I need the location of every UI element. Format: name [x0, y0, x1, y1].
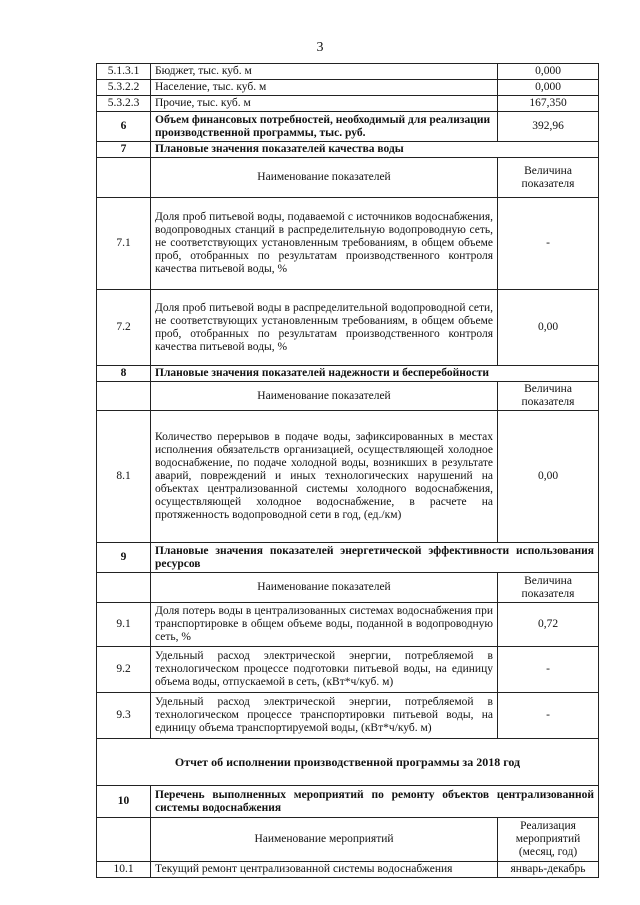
row-number: 9.2 — [97, 647, 151, 693]
column-header-value: Величина показателя — [498, 382, 599, 411]
section-number: 7 — [97, 142, 151, 158]
column-header-name: Наименование показателей — [151, 382, 498, 411]
section-header-row — [97, 786, 599, 818]
table-row — [97, 647, 599, 693]
row-number: 7.2 — [97, 290, 151, 366]
row-value: 167,350 — [498, 96, 599, 112]
table-row — [97, 96, 599, 112]
row-value: - — [498, 647, 599, 693]
section-header-row — [97, 543, 599, 573]
report-title: Отчет об исполнении производственной программы за 2018 год — [97, 739, 599, 786]
column-header-row — [97, 158, 599, 198]
row-value: - — [498, 693, 599, 739]
column-header-value: Величина показателя — [498, 573, 599, 603]
row-value: 0,72 — [498, 603, 599, 647]
section-header-row — [97, 142, 599, 158]
table-row — [97, 198, 599, 290]
empty-cell — [97, 158, 151, 198]
row-number: 5.3.2.2 — [97, 80, 151, 96]
section-title: Перечень выполненных мероприятий по ремонту объектов централизованной системы водоснабжения — [151, 786, 599, 818]
row-value: январь-декабрь — [498, 862, 599, 878]
row-number: 9.3 — [97, 693, 151, 739]
row-name: Доля потерь воды в централизованных системах водоснабжения при транспортировке в общем объеме воды, поданной в водопроводную сеть, % — [151, 603, 498, 647]
row-value: 392,96 — [498, 112, 599, 142]
table-row — [97, 80, 599, 96]
row-name: Количество перерывов в подаче воды, зафиксированных в местах исполнения обязательств организацией, осуществляющей холодное водоснабжение, по подаче холодной воды, возникших в результате аварий, повреждений и иных технологических нарушений на объектах централизованной системы холодного водоснабжения, осуществляющей холодное водоснабжение, в расчете на протяженность водопроводной сети в год, (ед./км) — [151, 411, 498, 543]
column-header-row — [97, 382, 599, 411]
section-number: 8 — [97, 366, 151, 382]
row-number: 6 — [97, 112, 151, 142]
row-name: Прочие, тыс. куб. м — [151, 96, 498, 112]
row-name: Текущий ремонт централизованной системы водоснабжения — [151, 862, 498, 878]
column-header-row — [97, 573, 599, 603]
row-number: 8.1 — [97, 411, 151, 543]
section-title: Плановые значения показателей качества воды — [151, 142, 599, 158]
section-title: Плановые значения показателей надежности и бесперебойности — [151, 366, 599, 382]
table-row — [97, 603, 599, 647]
row-name: Население, тыс. куб. м — [151, 80, 498, 96]
table-row — [97, 411, 599, 543]
column-header-name: Наименование показателей — [151, 573, 498, 603]
row-value: 0,00 — [498, 290, 599, 366]
row-name: Доля проб питьевой воды в распределительной водопроводной сети, не соответствующих установленным требованиям, в общем объеме проб, отобранных по результатам производственного контроля качества питьевой воды, % — [151, 290, 498, 366]
column-header-row — [97, 818, 599, 862]
row-name: Удельный расход электрической энергии, потребляемой в технологическом процессе подготовки питьевой воды, на единицу объема воды, отпускаемой в сеть, (кВт*ч/куб. м) — [151, 647, 498, 693]
row-number: 7.1 — [97, 198, 151, 290]
row-number: 9.1 — [97, 603, 151, 647]
row-value: 0,00 — [498, 411, 599, 543]
column-header-name: Наименование показателей — [151, 158, 498, 198]
page-number: 3 — [316, 40, 324, 55]
row-value: - — [498, 198, 599, 290]
section-number: 9 — [97, 543, 151, 573]
row-number: 5.1.3.1 — [97, 64, 151, 80]
row-number: 5.3.2.3 — [97, 96, 151, 112]
empty-cell — [97, 573, 151, 603]
row-name: Бюджет, тыс. куб. м — [151, 64, 498, 80]
section-header-row — [97, 366, 599, 382]
table-row — [97, 693, 599, 739]
table-row — [97, 862, 599, 878]
column-header-name: Наименование мероприятий — [151, 818, 498, 862]
row-value: 0,000 — [498, 80, 599, 96]
column-header-value: Реализация мероприятий (месяц, год) — [498, 818, 599, 862]
row-value: 0,000 — [498, 64, 599, 80]
empty-cell — [97, 382, 151, 411]
table-row — [97, 64, 599, 80]
table-row — [97, 290, 599, 366]
column-header-value: Величина показателя — [498, 158, 599, 198]
section-number: 10 — [97, 786, 151, 818]
row-name: Доля проб питьевой воды, подаваемой с источников водоснабжения, водопроводных станций в распределительную водопроводную сеть, не соответствующих установленным требованиям, в общем объеме проб, отобранных по результатам производственного контроля качества питьевой воды, % — [151, 198, 498, 290]
row-name: Удельный расход электрической энергии, потребляемой в технологическом процессе транспортировки питьевой воды, на единицу объема транспортируемой воды, (кВт*ч/куб. м) — [151, 693, 498, 739]
empty-cell — [97, 818, 151, 862]
program-table — [96, 63, 599, 878]
section-title: Плановые значения показателей энергетической эффективности использования ресурсов — [151, 543, 599, 573]
row-number: 10.1 — [97, 862, 151, 878]
table-row — [97, 112, 599, 142]
report-title-row — [97, 739, 599, 786]
row-name: Объем финансовых потребностей, необходимый для реализации производственной программы, тыс. руб. — [151, 112, 498, 142]
